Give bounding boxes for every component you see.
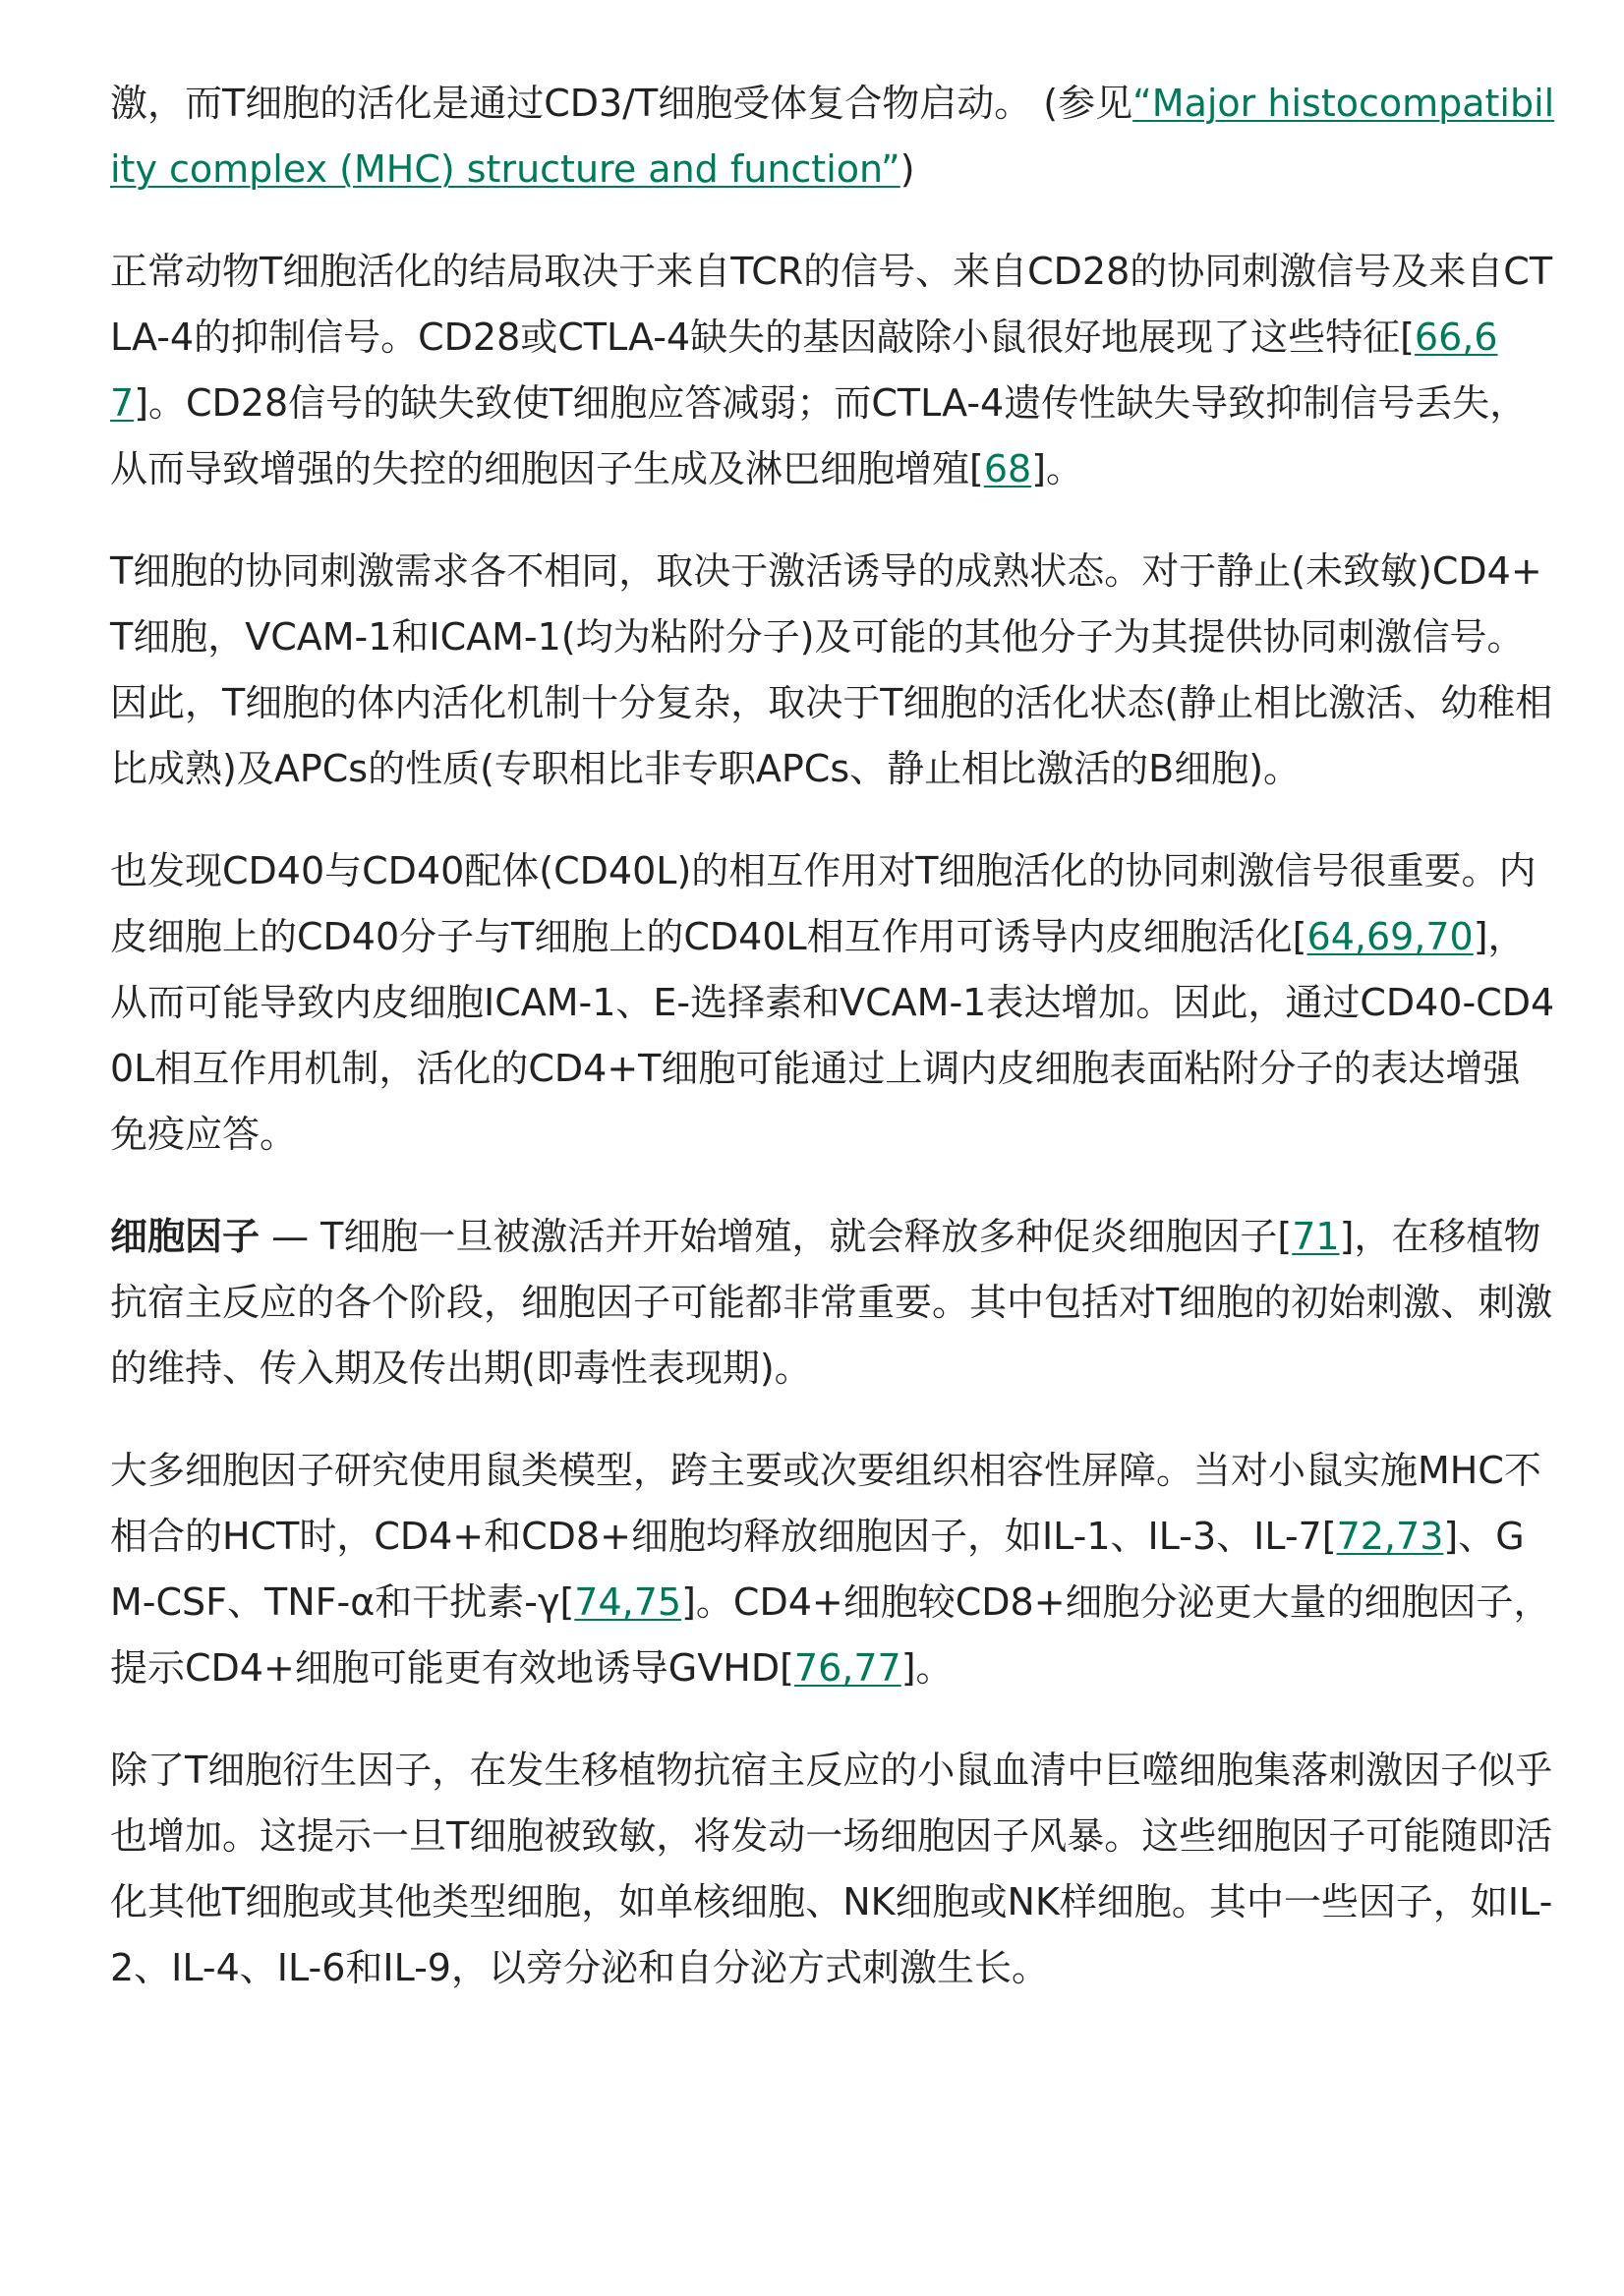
section-term: 细胞因子 <box>110 1215 261 1258</box>
reference-link[interactable]: 74,75 <box>574 1580 682 1624</box>
text-run: 也发现CD40与CD40配体(CD40L)的相互作用对T细胞活化的协同刺激信号很重要。内皮细胞上的CD40分子与T细胞上的CD40L相互作用可诱导内皮细胞活化[ <box>110 849 1537 958</box>
text-run: ]。 <box>900 1646 954 1690</box>
text-run: ]，从而可能导致内皮细胞ICAM-1、E-选择素和VCAM-1表达增加。因此，通过CD40-CD40L相互作用机制，活化的CD4+T细胞可能通过上调内皮细胞表面粘附分子的表达增强免疫应答。 <box>110 915 1555 1156</box>
text-run: ]、GM-CSF、TNF-α和干扰素-γ[ <box>110 1515 1525 1624</box>
reference-link[interactable]: 68 <box>983 447 1032 490</box>
link-mhc-structure-function[interactable]: “Major histocompatibility complex (MHC) structure and function” <box>110 82 1555 191</box>
text-run: 大多细胞因子研究使用鼠类模型，跨主要或次要组织相容性屏障。当对小鼠实施MHC不相合的HCT时，CD4+和CD8+细胞均释放细胞因子，如IL-1、IL-3、IL-7[ <box>110 1449 1541 1558</box>
text-run: T细胞的协同刺激需求各不相同，取决于激活诱导的成熟状态。对于静止(未致敏)CD4+T细胞，VCAM-1和ICAM-1(均为粘附分子)及可能的其他分子为其提供协同刺激信号。因此，T细胞的体内活化机制十分复杂，取决于T细胞的活化状态(静止相比激活、幼稚相比成熟)及APCs的性质(专职相比非专职APCs、静止相比激活的B细胞)。 <box>110 549 1553 790</box>
reference-link[interactable]: 71 <box>1292 1215 1340 1258</box>
reference-link[interactable]: 72,73 <box>1336 1515 1444 1558</box>
paragraph-cd40-interaction <box>110 838 1555 1168</box>
text-run: — T细胞一旦被激活并开始增殖，就会释放多种促炎细胞因子[ <box>260 1215 1293 1258</box>
paragraph-costimulation-signals <box>110 239 1555 502</box>
text-run: ]。CD28信号的缺失致使T细胞应答减弱；而CTLA-4遗传性缺失导致抑制信号丢失，从而导致增强的失控的细胞因子生成及淋巴细胞增殖[ <box>110 381 1528 490</box>
paragraph-t-cell-activation <box>110 71 1555 202</box>
reference-link[interactable]: 66,67 <box>110 316 1498 425</box>
text-run: 正常动物T细胞活化的结局取决于来自TCR的信号、来自CD28的协同刺激信号及来自CTLA-4的抑制信号。CD28或CTLA-4缺失的基因敲除小鼠很好地展现了这些特征[ <box>110 250 1553 359</box>
paragraph-mouse-models <box>110 1438 1555 1701</box>
reference-link[interactable]: 64,69,70 <box>1306 915 1474 958</box>
paragraph-cytokines <box>110 1204 1555 1402</box>
text-run: 激，而T细胞的活化是通过CD3/T细胞受体复合物启动。 (参见 <box>110 82 1133 125</box>
paragraph-cytokine-storm <box>110 1738 1555 2001</box>
reference-link[interactable]: 76,77 <box>793 1646 901 1690</box>
paragraph-costimulation-requirements <box>110 539 1555 802</box>
text-run: 除了T细胞衍生因子，在发生移植物抗宿主反应的小鼠血清中巨噬细胞集落刺激因子似乎也增加。这提示一旦T细胞被致敏，将发动一场细胞因子风暴。这些细胞因子可能随即活化其他T细胞或其他类型细胞，如单核细胞、NK细胞或NK样细胞。其中一些因子，如IL-2、IL-4、IL-6和IL-9，以旁分泌和自分泌方式刺激生长。 <box>110 1749 1553 1989</box>
text-run: ]。 <box>1031 447 1084 490</box>
text-run: ) <box>899 147 915 191</box>
article-body <box>110 71 1555 2001</box>
text-run: ]，在移植物抗宿主反应的各个阶段，细胞因子可能都非常重要。其中包括对T细胞的初始刺激、刺激的维持、传入期及传出期(即毒性表现期)。 <box>110 1215 1553 1390</box>
text-run: ]。CD4+细胞较CD8+细胞分泌更大量的细胞因子，提示CD4+细胞可能更有效地诱导GVHD[ <box>110 1580 1551 1690</box>
